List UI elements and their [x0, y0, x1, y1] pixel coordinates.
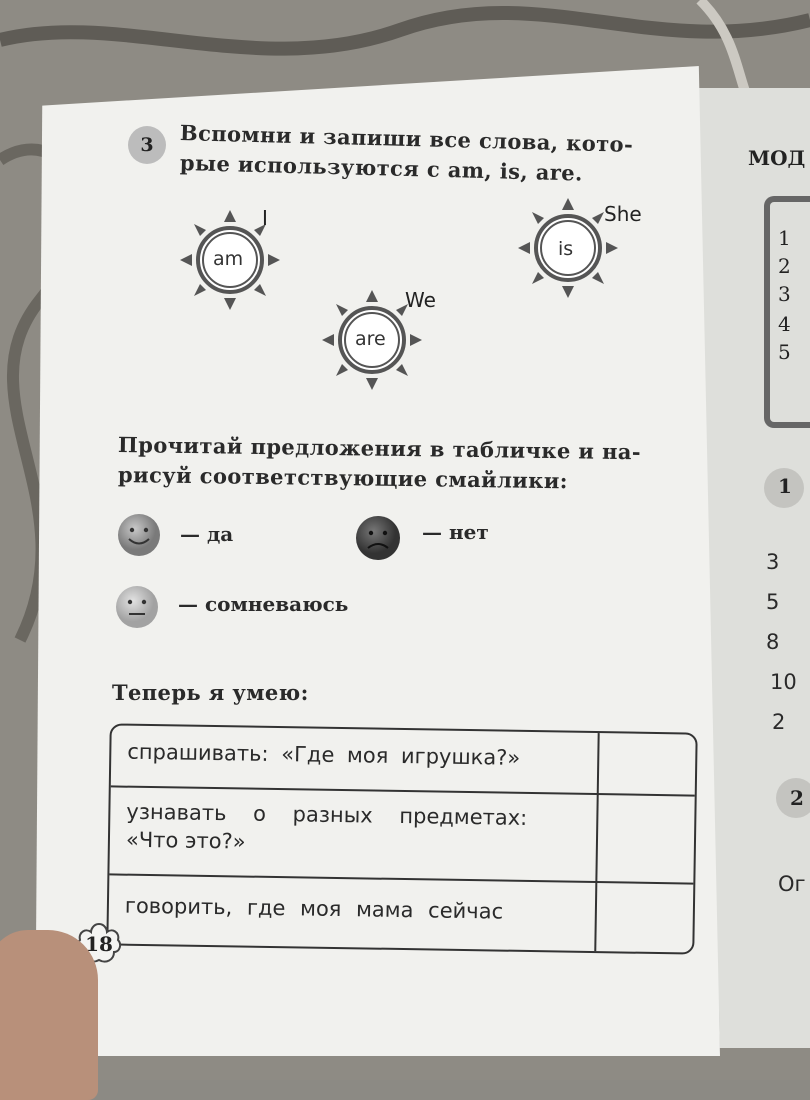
neutral-smiley-icon [114, 584, 160, 630]
sun-label: I [262, 206, 268, 230]
right-list-number: 1 [778, 226, 791, 250]
smiley-answer-cell[interactable] [597, 795, 692, 882]
skill-text: узнавать о разных предметах: [126, 799, 528, 830]
smiley-no-label: — нет [422, 520, 489, 544]
happy-smiley-icon [116, 512, 162, 558]
right-number: 5 [766, 590, 780, 614]
page-number: 18 [85, 932, 113, 956]
table-row [109, 891, 595, 927]
instruction-line2: рисуй соответствующие смайлики: [117, 462, 569, 494]
sun-word: is [558, 238, 574, 260]
sad-smiley-icon [354, 514, 402, 562]
instruction-line1: Прочитай предложения в табличке и на- [117, 432, 642, 465]
right-number: 3 [766, 550, 780, 574]
skill-text: говорить, где моя мама сейчас [124, 893, 504, 924]
sun-label: She [604, 202, 642, 226]
right-number: 10 [770, 670, 797, 694]
skill-text: «Что это?» [125, 827, 246, 854]
sun-word: are [355, 328, 386, 350]
exercise-heading-line2: рые используются с am, is, are. [179, 150, 584, 186]
right-task-number: 2 [790, 786, 804, 810]
table-row [111, 737, 597, 773]
exercise-number-badge: 3 [128, 126, 166, 164]
right-list-number: 5 [778, 340, 791, 364]
smiley-yes-label: — да [180, 522, 234, 546]
table-row [110, 797, 597, 861]
smiley-answer-cell[interactable] [599, 733, 694, 794]
right-list-number: 2 [778, 254, 791, 278]
sun-label: We [405, 288, 436, 312]
right-number: 8 [766, 630, 780, 654]
right-number: 2 [772, 710, 786, 734]
smiley-answer-cell[interactable] [596, 883, 691, 950]
smiley-doubt-label: — сомневаюсь [178, 592, 349, 616]
skills-title: Теперь я умею: [112, 680, 309, 705]
right-text-fragment: Ог [778, 872, 806, 896]
exercise-heading-line1: Вспомни и запиши все слова, кото- [179, 120, 634, 157]
right-page-header: МОД [748, 146, 806, 170]
right-list-number: 3 [778, 282, 791, 306]
thumb [0, 930, 98, 1100]
skill-text: спрашивать: «Где моя игрушка?» [127, 739, 521, 770]
skills-table [106, 723, 697, 954]
right-list-number: 4 [778, 312, 791, 336]
sun-word: am [213, 248, 244, 270]
right-task-number: 1 [778, 474, 792, 498]
